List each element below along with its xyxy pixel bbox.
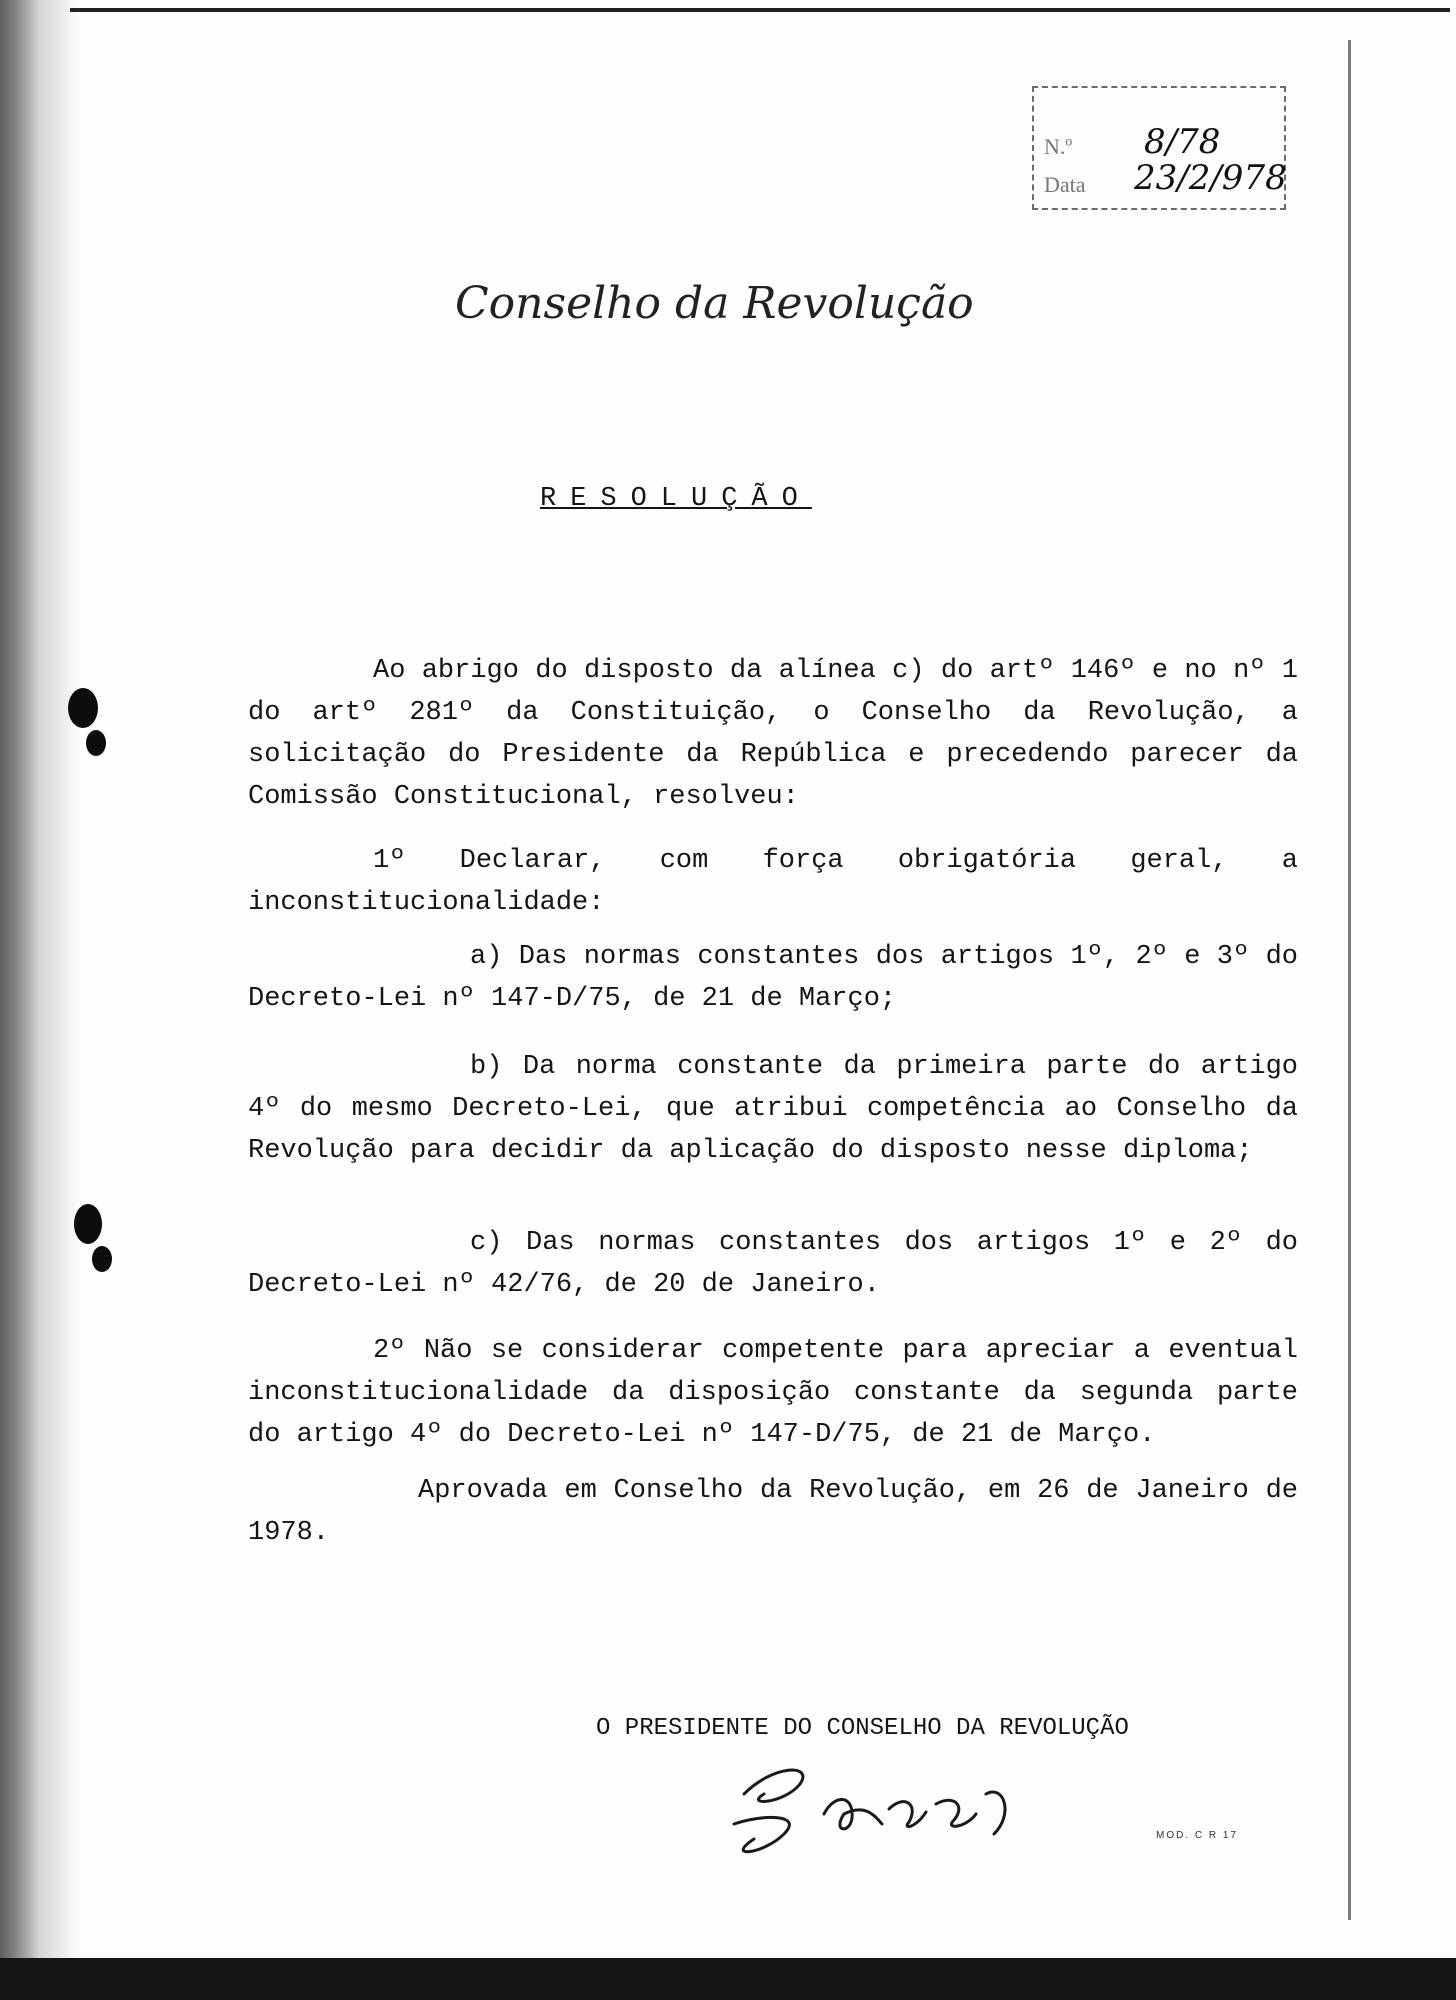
punch-hole-top-small [86, 730, 106, 756]
scan-top-edge [70, 8, 1450, 12]
paragraph-item-b: b) Da norma constante da primeira parte do artigo 4º do mesmo Decreto-Lei, que atribui competência ao Conselho da Revolução para decidir da aplicação do disposto nesse diploma; [248, 1052, 1298, 1166]
punch-hole-top [68, 688, 98, 728]
paragraph-item-a: a) Das normas constantes dos artigos 1º, 2º e 3º do Decreto-Lei nº 147-D/75, de 21 de Março; [248, 942, 1298, 1014]
stamp-date-label: Data [1044, 172, 1086, 197]
signature-scribble [704, 1754, 1044, 1864]
stamp-date-value: 23/2/978 [1134, 158, 1287, 198]
paragraph-item-c: c) Das normas constantes dos artigos 1º e 2º do Decreto-Lei nº 42/76, de 20 de Janeiro. [248, 1228, 1298, 1300]
registration-stamp [1032, 86, 1286, 210]
punch-hole-bottom [74, 1204, 102, 1244]
paragraph-approval: Aprovada em Conselho da Revolução, em 26 de Janeiro de 1978. [248, 1476, 1298, 1548]
paragraph-second-decision: 2º Não se considerar competente para apreciar a eventual inconstitucionalidade da disposição constante da segunda parte do artigo 4º do Decreto-Lei nº 147-D/75, de 21 de Março. [248, 1336, 1298, 1450]
stamp-number-value: 8/78 [1144, 122, 1221, 162]
paragraph-preamble: Ao abrigo do disposto da alínea c) do artº 146º e no nº 1 do artº 281º da Constituição, o Conselho da Revolução, a solicitação do Presidente da República e precedendo parecer da Comissão Constitucional, resolveu: [248, 656, 1298, 812]
signature-block [596, 1708, 1129, 1750]
document-title: RESOLUÇÃO [540, 484, 812, 514]
scan-bottom-edge [0, 1958, 1456, 2000]
scan-left-edge [0, 0, 80, 2000]
paragraph-declaration: 1º Declarar, com força obrigatória geral, a inconstitucionalidade: [248, 846, 1298, 918]
punch-hole-bottom-small [92, 1246, 112, 1272]
stamp-number-label: N.º [1044, 134, 1073, 159]
signature-title: O PRESIDENTE DO CONSELHO DA REVOLUÇÃO [596, 1715, 1129, 1742]
scan-right-line [1348, 40, 1351, 1920]
form-code: MOD. C R 17 [1156, 1830, 1239, 1841]
institution-header: Conselho da Revolução [455, 278, 974, 329]
